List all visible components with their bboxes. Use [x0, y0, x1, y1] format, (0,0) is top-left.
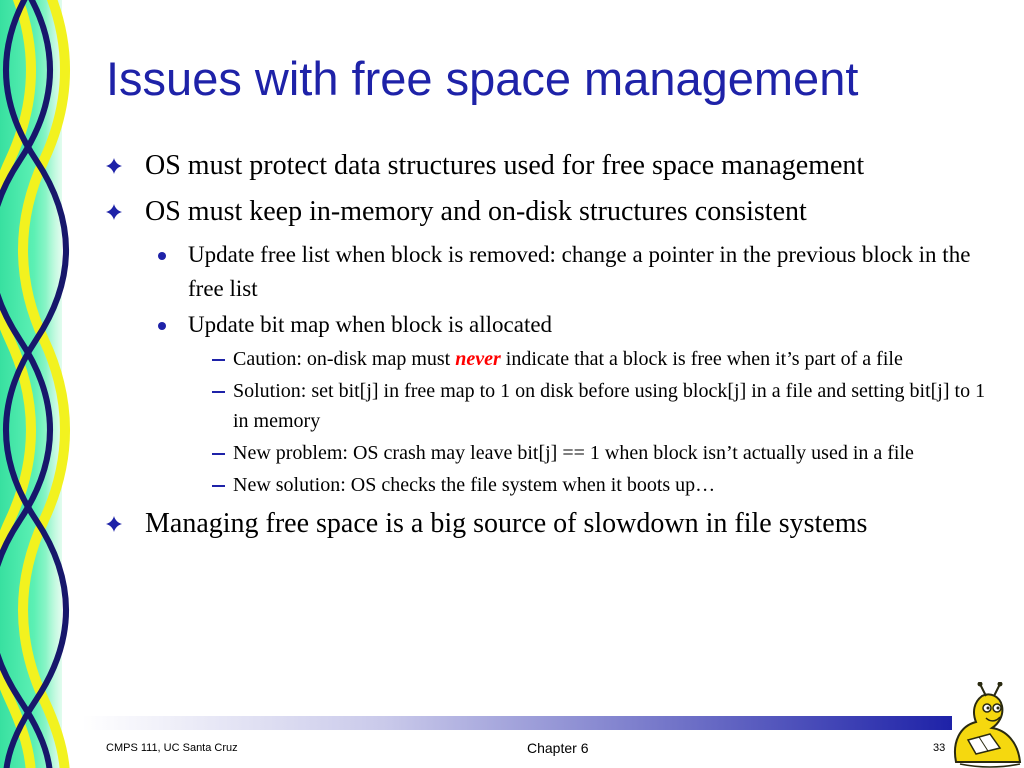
sub-bullet-item [158, 308, 986, 342]
four-petal-diamond-icon [106, 158, 122, 174]
emphasis-text: never [455, 348, 501, 370]
decorative-left-border [0, 0, 80, 768]
bullet-item [106, 192, 986, 232]
slide-number: 33 [933, 742, 946, 754]
footer-course: CMPS 111, UC Santa Cruz [106, 742, 238, 754]
dash-item [210, 438, 986, 468]
filled-circle-icon [158, 252, 166, 260]
dash-item [210, 376, 986, 436]
four-petal-diamond-icon [106, 516, 122, 532]
banana-slug-mascot-icon [950, 682, 1024, 768]
dash-text-part: Caution: on-disk map must [233, 348, 456, 370]
bullet-list [106, 146, 986, 550]
en-dash-icon [212, 359, 225, 361]
four-petal-diamond-icon [106, 204, 122, 220]
en-dash-icon [212, 453, 225, 455]
slide-title: Issues with free space management [106, 52, 859, 105]
bullet-item [106, 504, 986, 544]
bullet-text: OS must keep in-memory and on-disk structures consistent [145, 196, 807, 227]
dash-item [210, 344, 986, 374]
en-dash-icon [212, 391, 225, 393]
footer-chapter: Chapter 6 [527, 740, 589, 756]
filled-circle-icon [158, 322, 166, 330]
sub-bullet-item [158, 238, 986, 306]
footer-gradient-line [82, 716, 952, 730]
dash-text: Solution: set bit[j] in free map to 1 on disk before using block[j] in a file and setting bit[j] to 1 in memory [233, 380, 986, 432]
bullet-text: OS must protect data structures used for free space management [145, 150, 865, 181]
sub-bullet-text: Update free list when block is removed: change a pointer in the previous block in the free list [188, 242, 971, 301]
dash-text-part: indicate that a block is free when it’s part of a file [500, 348, 903, 370]
sub-bullet-text: Update bit map when block is allocated [188, 312, 553, 337]
dash-text: New problem: OS crash may leave bit[j] == 1 when block isn’t actually used in a file [233, 442, 914, 464]
bullet-text: Managing free space is a big source of slowdown in file systems [145, 508, 868, 539]
dash-item [210, 470, 986, 500]
bullet-item [106, 146, 986, 186]
dash-text: New solution: OS checks the file system when it boots up… [233, 474, 716, 496]
en-dash-icon [212, 485, 225, 487]
